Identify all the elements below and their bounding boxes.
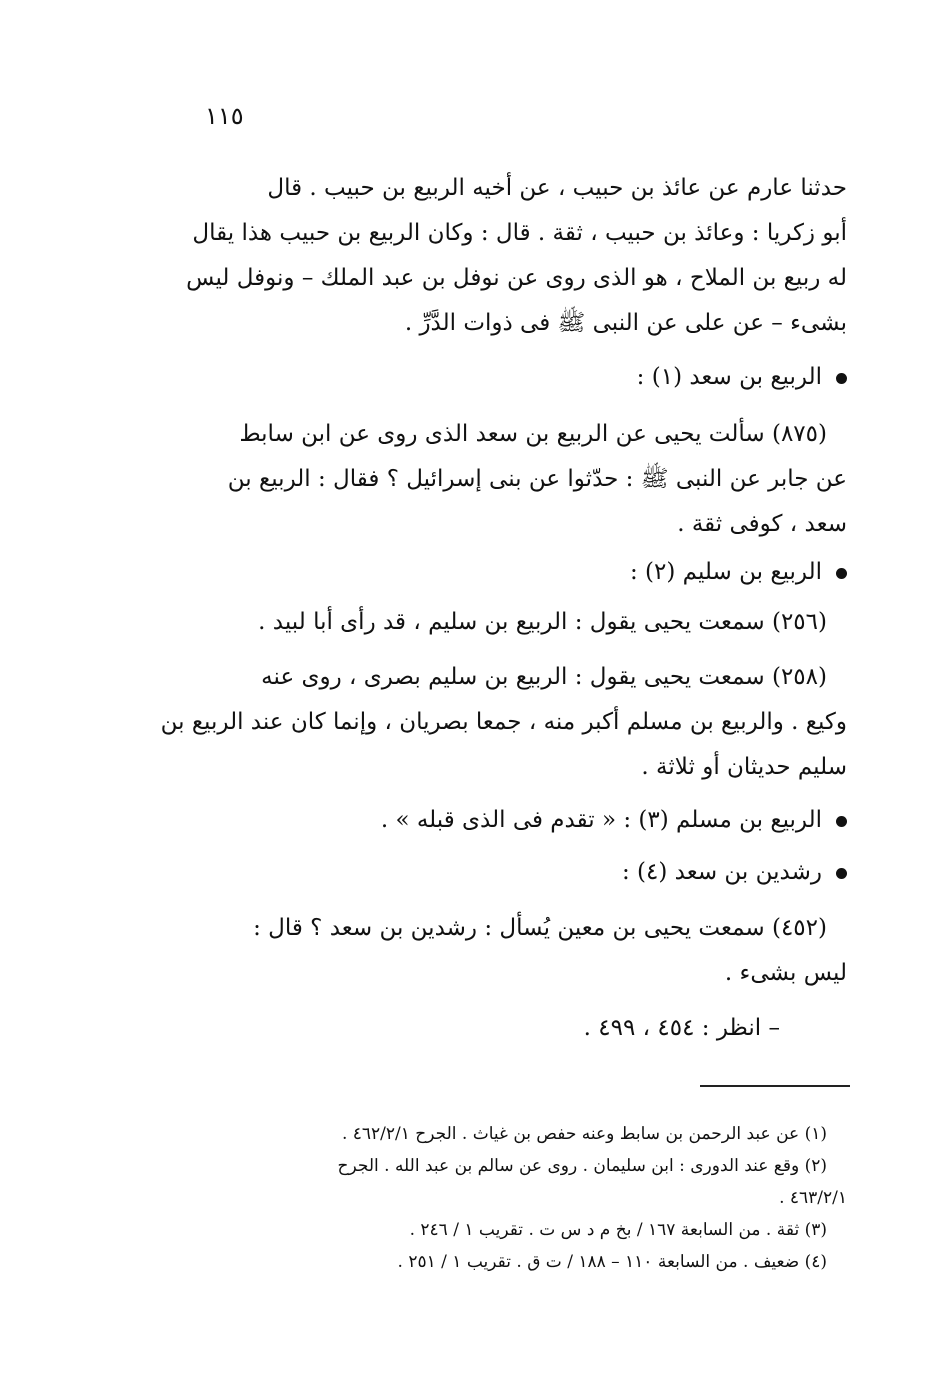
text-line: سليم حديثان أو ثلاثة . (641, 754, 847, 780)
intro-paragraph (157, 166, 847, 346)
text-line: (٤٥٢) سمعت يحيى بن معين يُسأل : رشدين بن سعد ؟ قال : (253, 915, 827, 941)
entry-heading: الربيع بن سعد (١) : (637, 355, 847, 400)
entry-heading: رشدين بن سعد (٤) : (622, 850, 847, 895)
see-also: – انظر : ٤٥٤ ، ٤٩٩ . (583, 1015, 780, 1041)
text-line: له ربيع بن الملاح ، هو الذى روى عن نوفل بن عبد الملك – ونوفل ليس (186, 265, 847, 291)
paragraph-452 (157, 906, 847, 996)
text-line: أبو زكريا : وعائذ بن حبيب ، ثقة . قال : وكان الربيع بن حبيب هذا يقال (192, 220, 847, 246)
text-line: وكيع . والربيع بن مسلم أكبر منه ، جمعا بصريان ، وإنما كان عند الربيع بن (160, 709, 847, 735)
bullet-icon (836, 868, 847, 879)
footnote-continued: ٤٦٣/٢/١ . (779, 1188, 847, 1208)
paragraph-256 (157, 600, 847, 645)
footnote: (٣) ثقة . من السابعة ١٦٧ / بخ م د س ت . تقريب ١ / ٢٤٦ . (409, 1220, 827, 1240)
entry-heading: الربيع بن مسلم (٣) : « تقدم فى الذى قبله » . (381, 798, 847, 843)
paragraph-258 (157, 655, 847, 790)
text-line: عن جابر عن النبى ﷺ : حدّثوا عن بنى إسرائيل ؟ فقال : الربيع بن (227, 466, 847, 492)
bullet-icon (836, 373, 847, 384)
paragraph-875 (157, 412, 847, 547)
text-line: (٢٥٨) سمعت يحيى يقول : الربيع بن سليم بصرى ، روى عنه (261, 664, 827, 690)
text-line: ليس بشىء . (724, 960, 847, 986)
footnote: (٤) ضعيف . من السابعة ١١٠ – ١٨٨ / ت ق . تقريب ١ / ٢٥١ . (397, 1252, 827, 1272)
text-line: سعد ، كوفى ثقة . (677, 511, 847, 537)
footnote: (١) عن عبد الرحمن بن سابط وعنه حفص بن غياث . الجرح ٤٦٢/٢/١ . (341, 1124, 827, 1144)
text-line: حدثنا عارم عن عائذ بن حبيب ، عن أخيه الربيع بن حبيب . قال (267, 175, 847, 201)
footnote-divider (700, 1085, 850, 1087)
text-line: (٨٧٥) سألت يحيى عن الربيع بن سعد الذى روى عن ابن سابط (239, 421, 827, 447)
footnotes (157, 1118, 847, 1278)
bullet-icon (836, 568, 847, 579)
page-number: ١١٥ (205, 102, 244, 130)
text-line: بشىء – عن على عن النبى ﷺ فى ذوات الدَّرِّ . (404, 310, 847, 336)
bullet-icon (836, 816, 847, 827)
text-line: (٢٥٦) سمعت يحيى يقول : الربيع بن سليم ، قد رأى أبا لبيد . (258, 609, 827, 635)
footnote: (٢) وقع عند الدورى : ابن سليمان . روى عن سالم بن عبد الله . الجرح (337, 1156, 827, 1176)
entry-heading: الربيع بن سليم (٢) : (630, 550, 847, 595)
